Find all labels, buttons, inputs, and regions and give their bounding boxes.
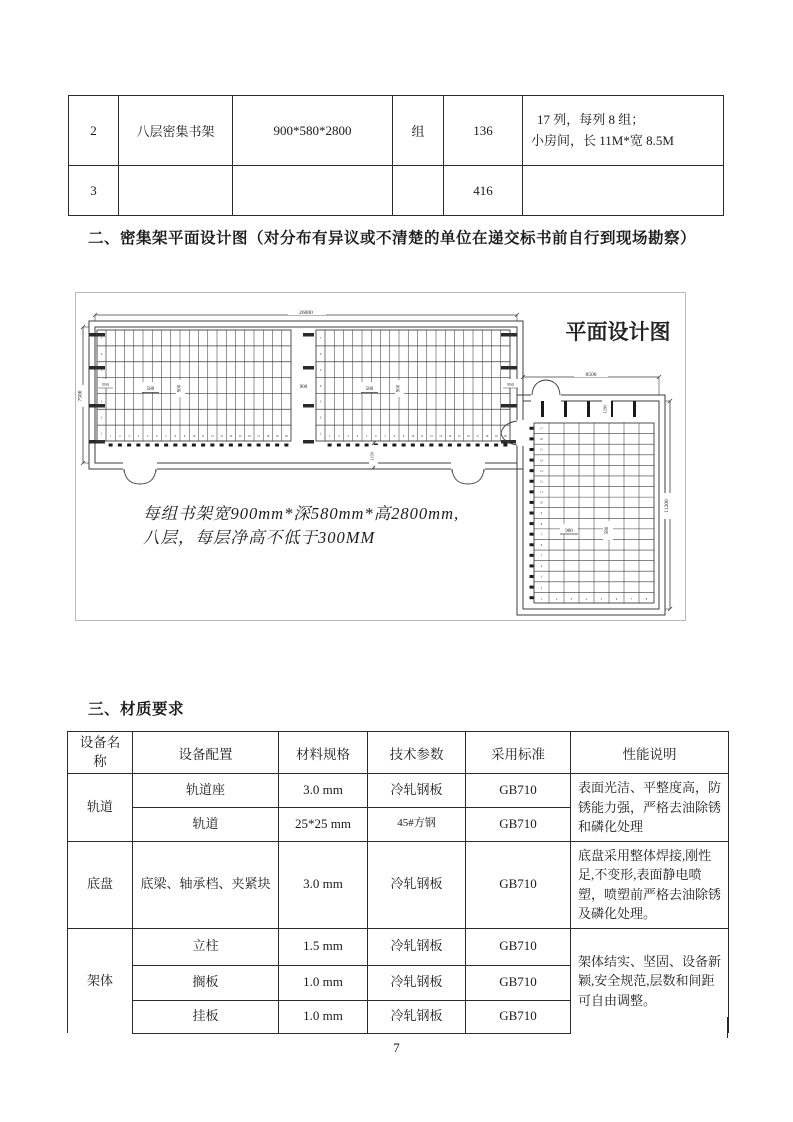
svg-text:6: 6 [540, 543, 543, 547]
svg-text:5: 5 [100, 367, 103, 372]
tech-cell: 冷轧钢板 [368, 1000, 466, 1033]
tech-cell: 冷轧钢板 [368, 841, 466, 928]
section-heading-2: 二、密集架平面设计图（对分布有异议或不清楚的单位在递交标书前自行到现场勘察） [88, 230, 697, 247]
svg-text:5: 5 [540, 554, 543, 558]
item-remark [523, 96, 724, 166]
col-header: 设备配置 [133, 732, 279, 774]
svg-text:1290: 1290 [602, 404, 608, 414]
svg-text:18: 18 [266, 434, 270, 438]
table-row [69, 96, 724, 166]
svg-text:15: 15 [457, 434, 461, 438]
svg-text:17: 17 [540, 427, 543, 431]
svg-text:3: 3 [319, 399, 322, 404]
floor-plan-diagram [75, 292, 686, 621]
table-row [69, 166, 724, 216]
item-unit [393, 166, 444, 216]
svg-text:9: 9 [183, 434, 186, 438]
svg-text:1150: 1150 [369, 451, 375, 461]
svg-text:1: 1 [328, 434, 331, 438]
svg-text:1: 1 [319, 431, 322, 436]
quantity-table [68, 95, 724, 216]
config-cell: 底梁、轴承档、夹紧块 [133, 841, 279, 928]
svg-text:10: 10 [540, 501, 543, 505]
table-row [68, 774, 729, 808]
svg-text:7: 7 [319, 336, 322, 341]
std-cell: GB710 [466, 928, 571, 965]
svg-text:13: 13 [439, 434, 443, 438]
svg-text:2: 2 [319, 415, 322, 420]
svg-text:13: 13 [540, 469, 543, 473]
svg-text:5: 5 [365, 434, 368, 438]
svg-text:11: 11 [201, 434, 205, 438]
svg-text:900: 900 [177, 384, 183, 393]
svg-text:580: 580 [365, 387, 374, 392]
svg-text:3: 3 [540, 575, 543, 579]
svg-text:16: 16 [540, 438, 543, 442]
table-continuation-border [727, 1017, 728, 1038]
item-name [119, 166, 233, 216]
col-header: 设备名称 [68, 732, 133, 774]
svg-text:12: 12 [429, 434, 433, 438]
svg-text:4: 4 [137, 434, 140, 438]
svg-text:6: 6 [100, 352, 103, 357]
svg-text:8: 8 [540, 522, 543, 526]
svg-text:2: 2 [100, 415, 103, 420]
item-qty: 416 [444, 166, 523, 216]
svg-text:5: 5 [146, 434, 149, 438]
svg-text:12: 12 [540, 480, 543, 484]
item-spec [233, 166, 393, 216]
table-row [68, 928, 729, 965]
svg-text:11200: 11200 [664, 499, 670, 513]
config-cell: 搁板 [133, 965, 279, 1000]
svg-text:5: 5 [600, 597, 603, 601]
config-cell: 轨道座 [133, 774, 279, 808]
svg-text:14: 14 [540, 459, 543, 463]
svg-text:14: 14 [448, 434, 452, 438]
svg-text:19: 19 [275, 434, 279, 438]
std-cell: GB710 [466, 841, 571, 928]
svg-text:2: 2 [119, 434, 121, 438]
col-header: 采用标准 [466, 732, 571, 774]
svg-text:6: 6 [375, 434, 377, 438]
row-no: 3 [69, 166, 119, 216]
group-name: 架体 [68, 928, 133, 1033]
svg-text:17: 17 [257, 434, 261, 438]
svg-text:8500: 8500 [585, 372, 597, 378]
svg-text:1: 1 [100, 431, 103, 436]
svg-text:20: 20 [503, 434, 507, 438]
config-cell: 立柱 [133, 928, 279, 965]
svg-text:12: 12 [210, 434, 214, 438]
svg-text:10: 10 [192, 434, 196, 438]
floor-plan-svg [76, 293, 685, 620]
group-name: 轨道 [68, 774, 133, 842]
materials-table [67, 731, 729, 1034]
svg-text:17: 17 [476, 434, 480, 438]
table-header-row [68, 732, 729, 774]
svg-text:2: 2 [555, 597, 558, 601]
svg-text:4: 4 [319, 383, 322, 388]
svg-text:4: 4 [356, 434, 359, 438]
spec-cell: 3.0 mm [279, 841, 368, 928]
tech-cell: 冷轧钢板 [368, 928, 466, 965]
svg-text:4: 4 [585, 597, 588, 601]
svg-text:7: 7 [100, 336, 103, 341]
spec-cell: 1.0 mm [279, 1000, 368, 1033]
svg-text:900: 900 [565, 529, 573, 534]
perf-cell: 底盘采用整体焊接,刚性足,不变形,表面静电喷塑，喷塑前严格去油除锈及磷化处理。 [571, 841, 729, 928]
svg-text:3: 3 [100, 399, 103, 404]
spec-cell: 25*25 mm [279, 807, 368, 841]
svg-text:900: 900 [299, 385, 308, 390]
svg-text:每组书架宽900mm*深580mm*高2800mm,: 每组书架宽900mm*深580mm*高2800mm, [143, 504, 460, 523]
svg-text:8: 8 [174, 434, 177, 438]
svg-text:1: 1 [540, 597, 543, 601]
table-row [68, 841, 729, 928]
svg-text:7: 7 [630, 597, 633, 601]
std-cell: GB710 [466, 1000, 571, 1033]
spec-cell: 1.0 mm [279, 965, 368, 1000]
svg-text:1: 1 [109, 434, 112, 438]
svg-text:10: 10 [411, 434, 415, 438]
perf-cell: 表面光洁、平整度高，防锈能力强，严格去油除锈和磷化处理 [571, 774, 729, 842]
remark-line: 17 列，每列 8 组； [537, 112, 645, 128]
group-name: 底盘 [68, 841, 133, 928]
svg-text:9: 9 [402, 434, 405, 438]
config-cell: 轨道 [133, 807, 279, 841]
svg-text:2: 2 [338, 434, 340, 438]
svg-text:900: 900 [396, 384, 402, 393]
col-header: 性能说明 [571, 732, 729, 774]
svg-text:950: 950 [102, 382, 109, 387]
col-header: 技术参数 [368, 732, 466, 774]
svg-text:7: 7 [540, 533, 543, 537]
svg-text:8: 8 [645, 597, 648, 601]
svg-text:15: 15 [238, 434, 242, 438]
svg-text:6: 6 [319, 352, 322, 357]
section-heading-3: 三、材质要求 [88, 701, 185, 718]
svg-text:20: 20 [284, 434, 288, 438]
svg-text:4: 4 [540, 565, 543, 569]
svg-text:11: 11 [420, 434, 424, 438]
svg-text:16: 16 [466, 434, 470, 438]
config-cell: 挂板 [133, 1000, 279, 1033]
svg-text:7: 7 [165, 434, 167, 438]
tech-cell: 45#方钢 [368, 807, 466, 841]
remark-line: 小房间，长 11M*宽 8.5M [531, 132, 674, 148]
item-name: 八层密集书架 [119, 96, 233, 166]
svg-text:八层，每层净高不低于300MM: 八层，每层净高不低于300MM [143, 528, 376, 547]
svg-text:580: 580 [605, 526, 610, 535]
svg-text:7500: 7500 [77, 390, 84, 402]
svg-text:11: 11 [540, 491, 543, 495]
svg-text:7: 7 [384, 434, 386, 438]
svg-text:6: 6 [615, 597, 618, 601]
svg-text:3: 3 [128, 434, 130, 438]
item-spec: 900*580*2800 [233, 96, 393, 166]
svg-text:16: 16 [247, 434, 251, 438]
svg-text:26000: 26000 [299, 310, 313, 316]
svg-text:3: 3 [570, 597, 573, 601]
col-header: 材料规格 [279, 732, 368, 774]
tech-cell: 冷轧钢板 [368, 965, 466, 1000]
std-cell: GB710 [466, 774, 571, 808]
svg-text:950: 950 [507, 382, 514, 387]
spec-cell: 1.5 mm [279, 928, 368, 965]
svg-text:15: 15 [540, 448, 543, 452]
spec-cell: 3.0 mm [279, 774, 368, 808]
perf-cell: 架体结实、坚固、设备新颖,安全规范,层数和间距可自由调整。 [571, 928, 729, 1033]
svg-text:9: 9 [540, 512, 543, 516]
item-qty: 136 [444, 96, 523, 166]
std-cell: GB710 [466, 965, 571, 1000]
svg-text:平面设计图: 平面设计图 [565, 320, 671, 344]
page-number: 7 [393, 1040, 400, 1055]
row-no: 2 [69, 96, 119, 166]
item-unit: 组 [393, 96, 444, 166]
svg-text:8: 8 [393, 434, 396, 438]
svg-text:6: 6 [156, 434, 158, 438]
svg-text:18: 18 [485, 434, 489, 438]
std-cell: GB710 [466, 807, 571, 841]
svg-text:2: 2 [540, 586, 543, 590]
tech-cell: 冷轧钢板 [368, 774, 466, 808]
svg-text:19: 19 [494, 434, 498, 438]
svg-text:14: 14 [229, 434, 233, 438]
svg-text:3: 3 [347, 434, 349, 438]
svg-text:13: 13 [220, 434, 224, 438]
item-remark [523, 166, 724, 216]
svg-text:580: 580 [146, 387, 155, 392]
svg-text:5: 5 [319, 367, 322, 372]
